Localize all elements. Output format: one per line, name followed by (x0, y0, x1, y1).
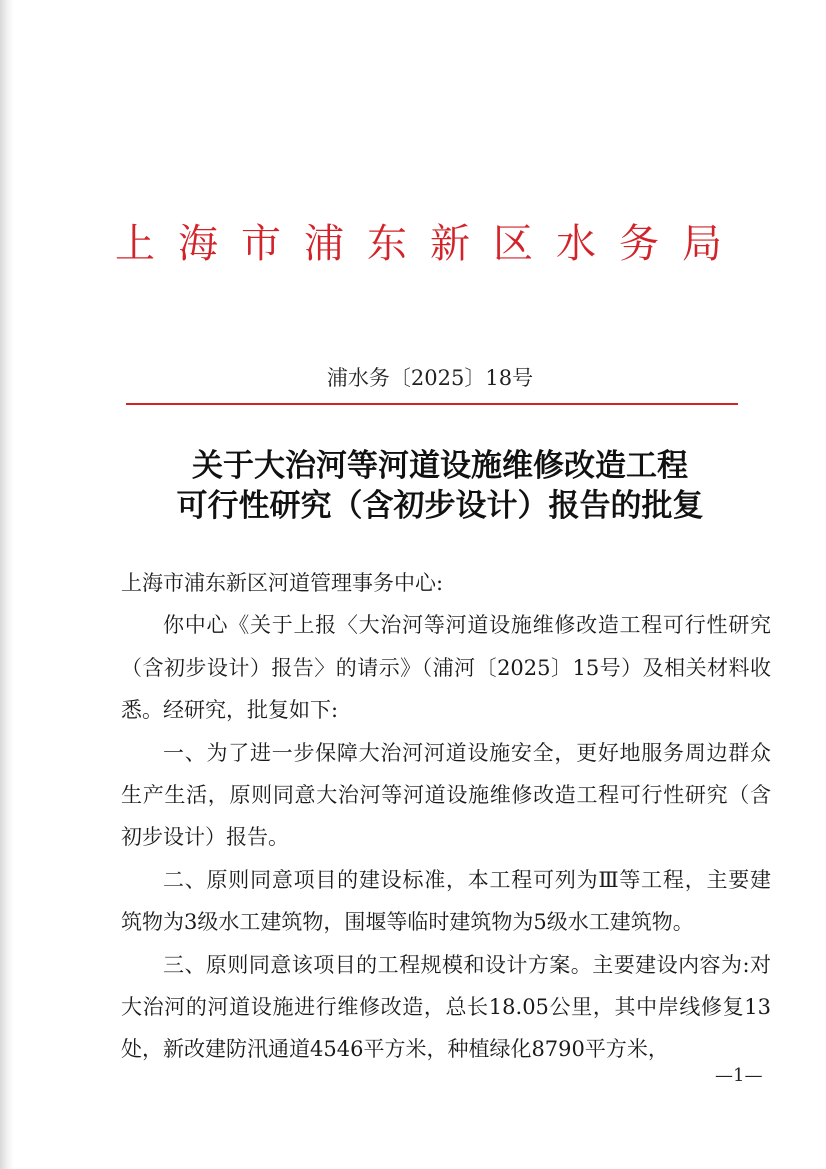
document-body (121, 562, 771, 1071)
document-number: 浦水务〔2025〕18号 (326, 366, 534, 390)
document-title-line-2: 可行性研究（含初步设计）报告的批复 (176, 488, 704, 524)
paragraph-request-reference: 你中心《关于上报〈大治河等河道设施维修改造工程可行性研究（含初步设计）报告〉的请示》（浦河〔2025〕15号）及相关材料收悉。经研究，批复如下: (121, 613, 771, 723)
red-divider-line (126, 403, 738, 405)
issuer-name: 上海市浦东新区水务局 (115, 221, 745, 267)
paragraph-approval-3: 三、原则同意该项目的工程规模和设计方案。主要建设内容为:对大治河的河道设施进行维修改造，总长18.05公里，其中岸线修复13处，新改建防汛通道4546平方米，种植绿化8790平方米， (121, 952, 771, 1062)
document-title-line-1: 关于大治河等河道设施维修改造工程 (192, 448, 688, 484)
paragraph-approval-1: 一、为了进一步保障大治河河道设施安全，更好地服务周边群众生产生活，原则同意大治河等河道设施维修改造工程可行性研究（含初步设计）报告。 (121, 740, 771, 850)
paragraph-approval-2: 二、原则同意项目的建设标准，本工程可列为Ⅲ等工程，主要建筑物为3级水工建筑物，围堰等临时建筑物为5级水工建筑物。 (121, 867, 771, 935)
addressee: 上海市浦东新区河道管理事务中心: (121, 571, 444, 595)
page-number: —1— (715, 1065, 763, 1086)
scan-edge-shadow (0, 0, 14, 1169)
